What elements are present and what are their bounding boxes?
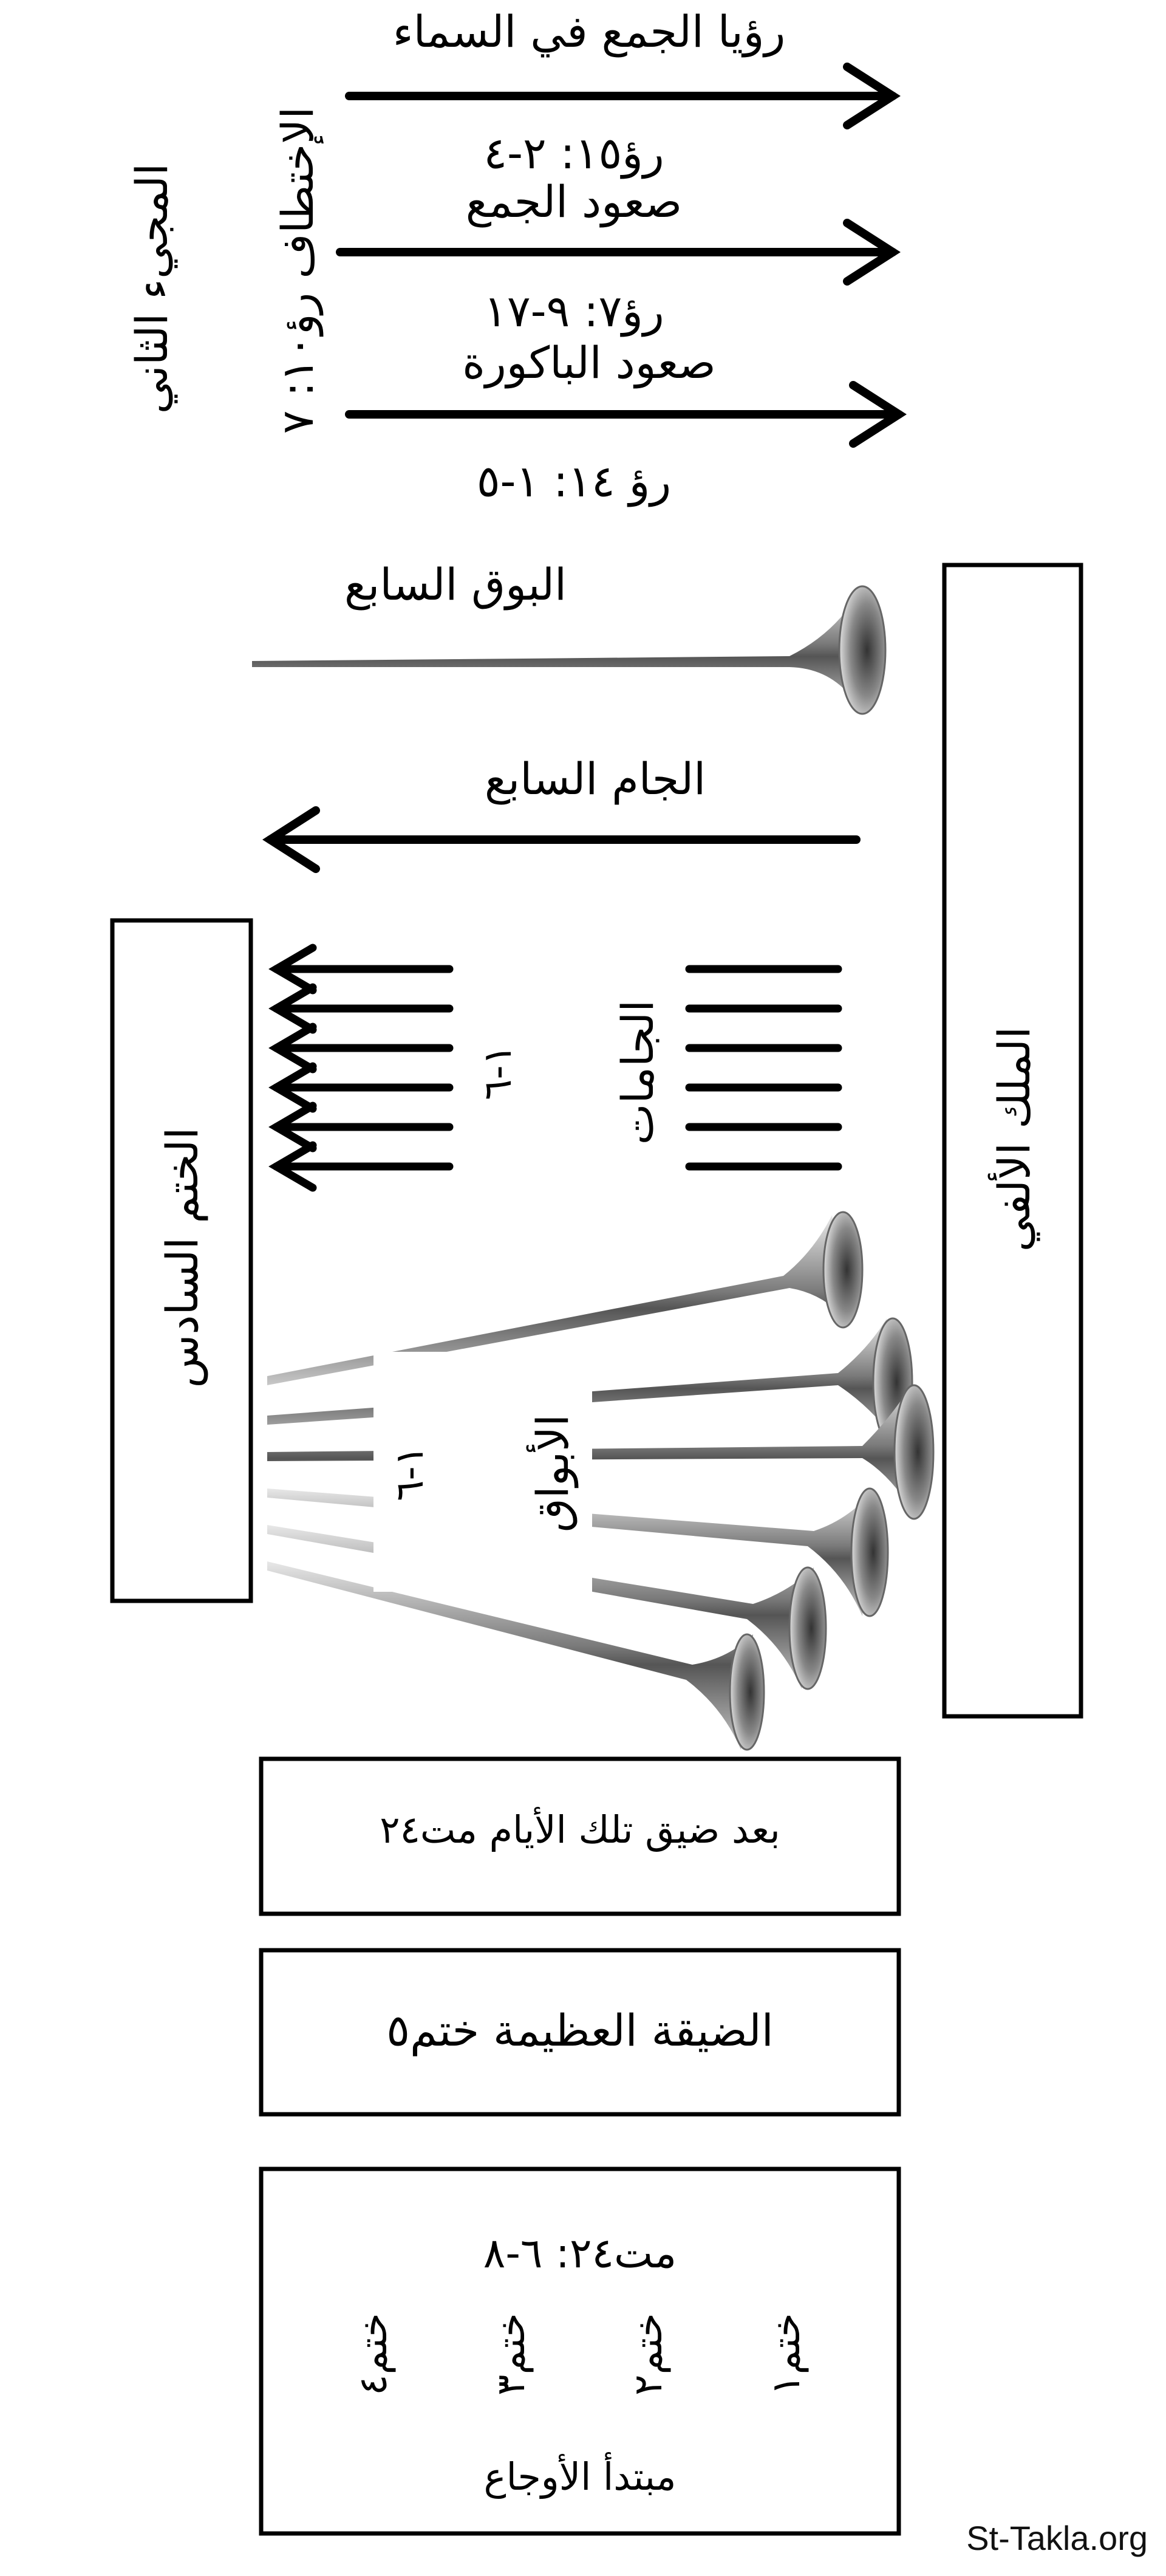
bowls-number: ١-٦	[476, 1044, 520, 1100]
row2-ref: رؤ٧: ٩-١٧	[483, 286, 664, 337]
trumpets-number: ١-٦	[387, 1445, 432, 1501]
arrow-right-icon	[349, 67, 893, 125]
trumpets-group	[267, 1212, 933, 1750]
seal-1-label: ختم١	[763, 2313, 809, 2396]
row3-title: صعود الباكورة	[462, 337, 716, 388]
arrow-right-icon	[349, 385, 899, 444]
trumpets-label: الأبواق	[527, 1414, 578, 1533]
seventh-bowl-label: الجام السابع	[484, 753, 706, 804]
arrow-right-icon	[340, 223, 893, 281]
row1-title: رؤيا الجمع في السماء	[392, 6, 786, 57]
bowls-label: الجامات	[612, 999, 663, 1145]
row1-ref: رؤ١٥: ٢-٤	[483, 128, 664, 179]
seal-3-label: ختم٣	[488, 2313, 534, 2396]
seventh-trumpet-label: البوق السابع	[344, 559, 567, 610]
matthew-reference: مت٢٤: ٦-٨	[483, 2230, 677, 2278]
second-coming-label: المجيء الثاني	[126, 163, 177, 414]
great-tribulation-text: الضيقة العظيمة ختم٥	[386, 2005, 774, 2056]
watermark: St-Takla.org	[966, 2519, 1148, 2557]
seal-4-label: ختم٤	[351, 2313, 396, 2396]
seals-row	[322, 2303, 838, 2406]
bowls-arrows	[276, 948, 449, 1188]
seal-2-label: ختم٢	[626, 2313, 672, 2396]
row3-ref: رؤ ١٤: ١-٥	[476, 456, 672, 507]
bowls-lines	[689, 969, 838, 1166]
row2-title: صعود الجمع	[465, 176, 683, 227]
arrow-left-icon	[270, 810, 856, 869]
after-tribulation-text: بعد ضيق تلك الأيام مت٢٤	[380, 1807, 780, 1852]
beginning-of-sorrows-caption: مبتدأ الأوجاع	[483, 2454, 677, 2499]
rapture-label: الإختطاف رؤ١٠: ٧	[272, 106, 323, 434]
millennium-label: الملك الألفي	[989, 1026, 1040, 1252]
sixth-seal-label: الختم السادس	[157, 1127, 208, 1388]
